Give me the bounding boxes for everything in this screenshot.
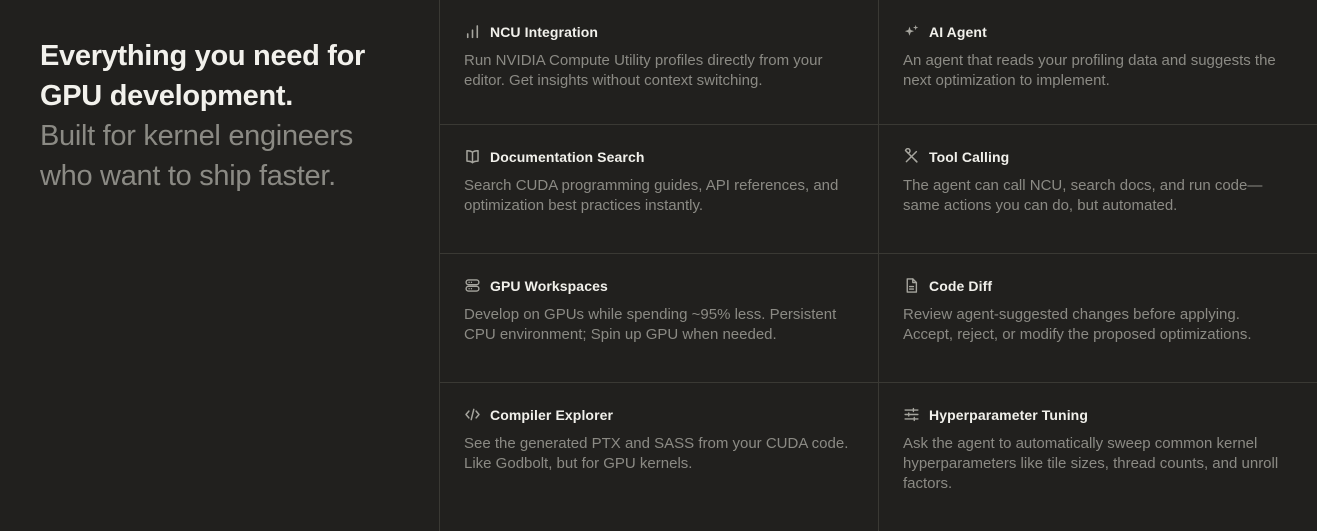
- feature-title: NCU Integration: [490, 23, 599, 40]
- tools-icon: [903, 148, 920, 165]
- feature-title: GPU Workspaces: [490, 277, 608, 294]
- file-diff-icon: [903, 277, 920, 294]
- feature-description: See the generated PTX and SASS from your CUDA code. Like Godbolt, but for GPU kernels.: [464, 435, 849, 472]
- feature-header: [903, 277, 1291, 294]
- feature-cell-documentation-search: [439, 124, 878, 253]
- sparkles-icon: [903, 23, 920, 40]
- hero-title: Everything you need for GPU development.: [40, 40, 366, 112]
- feature-title: AI Agent: [929, 23, 987, 40]
- feature-title: Documentation Search: [490, 148, 645, 165]
- code-brackets-icon: [464, 406, 481, 423]
- feature-cell-hyperparameter-tuning: [878, 382, 1317, 531]
- feature-header: [903, 23, 1291, 40]
- feature-header: [464, 277, 852, 294]
- feature-title: Compiler Explorer: [490, 406, 614, 423]
- sliders-icon: [903, 406, 920, 423]
- server-stack-icon: [464, 277, 481, 294]
- feature-header: [903, 406, 1291, 423]
- book-open-icon: [464, 148, 481, 165]
- feature-title: Code Diff: [929, 277, 993, 294]
- feature-description: Ask the agent to automatically sweep common kernel hyperparameters like tile sizes, thread counts, and unroll factors.: [903, 435, 1279, 492]
- hero-subtitle: Built for kernel engineers who want to ship faster.: [40, 120, 353, 192]
- feature-header: [464, 406, 852, 423]
- feature-description: Run NVIDIA Compute Utility profiles directly from your editor. Get insights without context switching.: [464, 52, 823, 89]
- feature-header: [464, 148, 852, 165]
- feature-cell-gpu-workspaces: [439, 253, 878, 382]
- feature-title: Hyperparameter Tuning: [929, 406, 1088, 423]
- feature-description: Search CUDA programming guides, API references, and optimization best practices instantly.: [464, 177, 839, 214]
- feature-description: Develop on GPUs while spending ~95% less. Persistent CPU environment; Spin up GPU when needed.: [464, 306, 837, 343]
- hero-panel: [0, 0, 439, 531]
- feature-cell-code-diff: [878, 253, 1317, 382]
- feature-description: Review agent-suggested changes before applying. Accept, reject, or modify the proposed optimizations.: [903, 306, 1252, 343]
- feature-title: Tool Calling: [929, 148, 1010, 165]
- feature-header: [464, 23, 852, 40]
- feature-cell-ai-agent: [878, 0, 1317, 124]
- bar-chart-icon: [464, 23, 481, 40]
- feature-cell-tool-calling: [878, 124, 1317, 253]
- feature-cell-ncu-integration: [439, 0, 878, 124]
- features-grid: [439, 0, 1317, 531]
- feature-description: The agent can call NCU, search docs, and run code—same actions you can do, but automated.: [903, 177, 1263, 214]
- feature-description: An agent that reads your profiling data and suggests the next optimization to implement.: [903, 52, 1276, 89]
- feature-header: [903, 148, 1291, 165]
- feature-cell-compiler-explorer: [439, 382, 878, 531]
